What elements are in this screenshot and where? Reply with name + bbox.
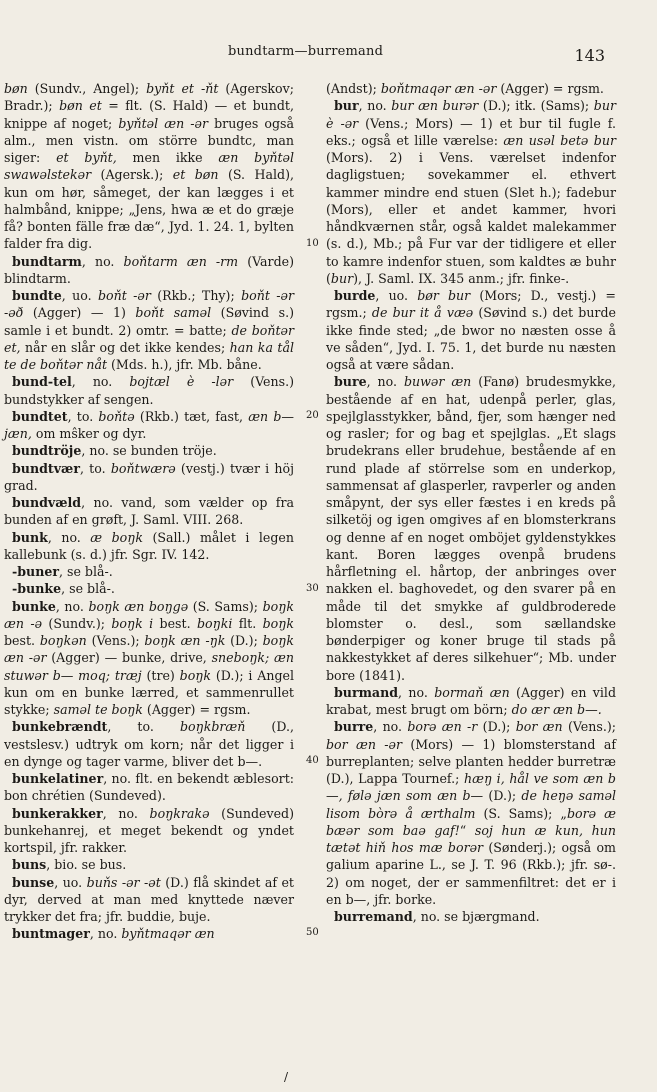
- line-number: 20: [306, 410, 319, 421]
- entry-bunke-suffix: -bunke, se blå-.: [12, 581, 115, 597]
- headword: bundvæld: [12, 495, 82, 510]
- entry-bunkelatiner: bunkelatiner, no. flt. en bekendt æblesort: bon chrétien (Sundeved).: [4, 771, 294, 804]
- headword: bunse: [12, 874, 55, 890]
- entry-buntmager: buntmager, no. byňtmaqər æn: [12, 926, 215, 942]
- headword: bunkelatiner: [12, 771, 104, 786]
- entry-bund-tel: bund-tel, no. bojtæl è -lər (Vens.) bundstykker af sengen.: [4, 374, 294, 407]
- stray-mark: /: [284, 1070, 289, 1084]
- entry-buns: buns, bio. se bus.: [12, 857, 127, 873]
- headword: bundte: [12, 288, 62, 303]
- headword: bundtröje: [12, 443, 82, 459]
- entry-bundtet: bundtet, to. boňtə (Rkb.) tæt, fast, æn b— jæn, om mŝker og dyr.: [4, 408, 294, 441]
- left-column: [4, 80, 294, 943]
- headword: -buner: [12, 564, 59, 579]
- line-number: 10: [306, 238, 319, 249]
- entry-continuation: bøn (Sundv., Angel); byňt et -ňt (Agerskov; Bradr.); bøn et = flt. (S. Hald) — et bundt, knippe af noget; byňtəl æn -ər bruges også alm., men vistn. om större bundtc, man siger: et byňt, men ikke æn byňtəl swawəlstekər (Agersk.); et bøn (S. Hald), kun om hør, såmeget, der kan lægges i et halmbånd, knippe; „Jens, hwa æ et do græje få? bonten fälle fræ dæ“, Jyd. 1. 24. 1, bylten falder fra dig.: [4, 81, 295, 252]
- entry-bundte: bundte, uo. boňt -ər (Rkb.; Thy); boňt -ər -əð (Agger) — 1) boňt saməl (Søvind s.) samle i et bundt. 2) omtr. = batte; de boňtər et, når en slår og det ikke kendes; han ka tål te de boňtər nåt (Mds. h.), jfr. Mb. båne.: [4, 288, 294, 372]
- entry-burre: burre, no. borə æn -r (D.); bor æn (Vens.); bor æn -ər (Mors) — 1) blomsterstand af burreplanten; selve planten hedder burretræ (D.), Lappa Tournef.; hæŋ i, hål ve som æn b—, følə jæn som æn b— (D.); de heŋə saməl lisom bòrə å ærthalm (S. Sams); „borə æ bæər som baə gaf!“ soj hun æ kun, hun tætət hiň hos mæ borər (Sønderj.); også om galium aparine L., se J. T. 96 (Rkb.); jfr. sø-. 2) om noget, der er sammenfiltret: det er i en b—, jfr. borke.: [326, 719, 617, 907]
- headword: bunk: [12, 529, 48, 545]
- page-header: [0, 44, 657, 70]
- headword: bundtvær: [12, 460, 80, 476]
- headword: burre: [334, 719, 374, 735]
- right-column: [326, 80, 616, 925]
- entry-burde: burde, uo. bør bur (Mors; D., vestj.) = rgsm.; de bur it å væə (Søvind s.) det burde ikke finde sted; „de bwor no næsten osse å ve såden“, Jyd. I. 75. 1, det burde nu næsten også at være sådan.: [326, 288, 616, 372]
- entry-bundvaeld: bundvæld, no. vand, som vælder op fra bunden af en grøft, J. Saml. VIII. 268.: [4, 495, 294, 528]
- running-head: bundtarm—burremand: [228, 44, 384, 59]
- headword: bunke: [12, 598, 56, 614]
- line-number: 30: [306, 583, 319, 594]
- headword: burremand: [334, 909, 413, 924]
- headword: bure: [334, 374, 367, 390]
- headword: bund-tel: [12, 374, 72, 390]
- entry-bunk: bunk, no. æ boŋk (Sall.) målet i legen kallebunk (s. d.) jfr. Sgr. IV. 142.: [4, 529, 295, 562]
- entry-buner: -buner, se blå-.: [12, 564, 113, 579]
- entry-burmand: burmand, no. bormaň æn (Agger) en vild krabat, mest brugt om börn; do ær æn b—.: [326, 684, 617, 717]
- entry-bure: bure, no. buwər æn (Fanø) brudesmykke, bestående af en hat, udenpå perler, glas, spejlglasstykker, bånd, fjer, som hænger ned og rasler; for og bag et spejlglas. „Et slags brudekrans eller brudehue, bestående af en rund plade af störrelse som en underkop, sammensat af glasperler, ravperler og anden småpynt, der sys eller fæstes i en kreds på silketöj og igen omgives af en blomsterkrans og denne af en noget omböjet gyldenstykkes kant. Boren lægges ovenpå brudens hårfletning el. hårtop, der anbringes over nakken el. baghovedet, og den svarer på en måde til det smykke af guldbroderede blomster o. desl., som sællandske bønderpiger og koner bruge til stads på nakkestykket af deres silkehuer“; Mb. under bore (1841).: [326, 374, 616, 683]
- entry-bundtvaer: bundtvær, to. boňtwærə (vestj.) tvær i höj grad.: [4, 460, 294, 493]
- page-number: 143: [574, 46, 605, 65]
- headword: bundtet: [12, 408, 68, 424]
- headword: bur: [334, 98, 359, 114]
- headword: -bunke: [12, 581, 62, 597]
- entry-continuation: (Andst); boňtmaqər æn -ər (Agger) = rgsm.: [326, 81, 604, 96]
- line-number: 50: [306, 927, 319, 938]
- headword: buns: [12, 857, 47, 873]
- headword: bunkebrændt: [12, 719, 108, 735]
- entry-bunse: bunse, uo. buňs -ər -ət (D.) flå skindet af et dyr, derved at man med knyttede næver trykker det fra; jfr. buddie, buje.: [4, 874, 294, 924]
- line-number: 40: [306, 755, 319, 766]
- headword: burmand: [334, 684, 399, 700]
- entry-burremand: burremand, no. se bjærgmand.: [334, 909, 540, 924]
- entry-bunkebraendt: bunkebrændt, to. boŋkbræň (D., vestslesv.) udtryk om korn; når det ligger i en dynge og tager varme, bliver det b—.: [4, 719, 294, 769]
- headword: buntmager: [12, 926, 90, 942]
- headword: bundtarm: [12, 253, 82, 269]
- headword: bunkerakker: [12, 805, 103, 821]
- entry-bunkerakker: bunkerakker, no. boŋkrakə (Sundeved) bunkehanrej, et meget bekendt og yndet kortspil, jfr. rakker.: [4, 805, 294, 855]
- headword: burde: [334, 288, 376, 303]
- entry-bundtroje: bundtröje, no. se bunden tröje.: [12, 443, 217, 459]
- entry-bundtarm: bundtarm, no. boňtarm æn -rm (Varde) blindtarm.: [4, 253, 295, 286]
- entry-bunke: bunke, no. boŋk æn boŋgə (S. Sams); boŋk æn -ə (Sundv.); boŋk i best. boŋki flt. boŋk best. boŋkən (Vens.); boŋk æn -ŋk (D.); boŋk æn -ər (Agger) — bunke, drive, sneboŋk; æn stuwər b— moq; træj (tre) boŋk (D.); i Angel kun om en bunke lærred, et sammenrullet stykke; saməl te boŋk (Agger) = rgsm.: [4, 598, 295, 717]
- entry-bur: bur, no. bur æn burər (D.); itk. (Sams); bur è -ər (Vens.; Mors) — 1) et bur til fugle f. eks.; også et lille værelse: æn usəl betə bur (Mors). 2) i Vens. værelset indenfor dagligstuen; sovekammer el. ethvert kammer mindre end stuen (Slet h.); fadebur (Mors), eller et andet kammer, hvori håndkværnen står, også kaldet malekammer (s. d.), Mb.; på Fur var der tidligere et eller to kamre indenfor stuen, som kaldtes æ buhr (bur), J. Saml. IX. 345 anm.; jfr. finke-.: [326, 98, 617, 286]
